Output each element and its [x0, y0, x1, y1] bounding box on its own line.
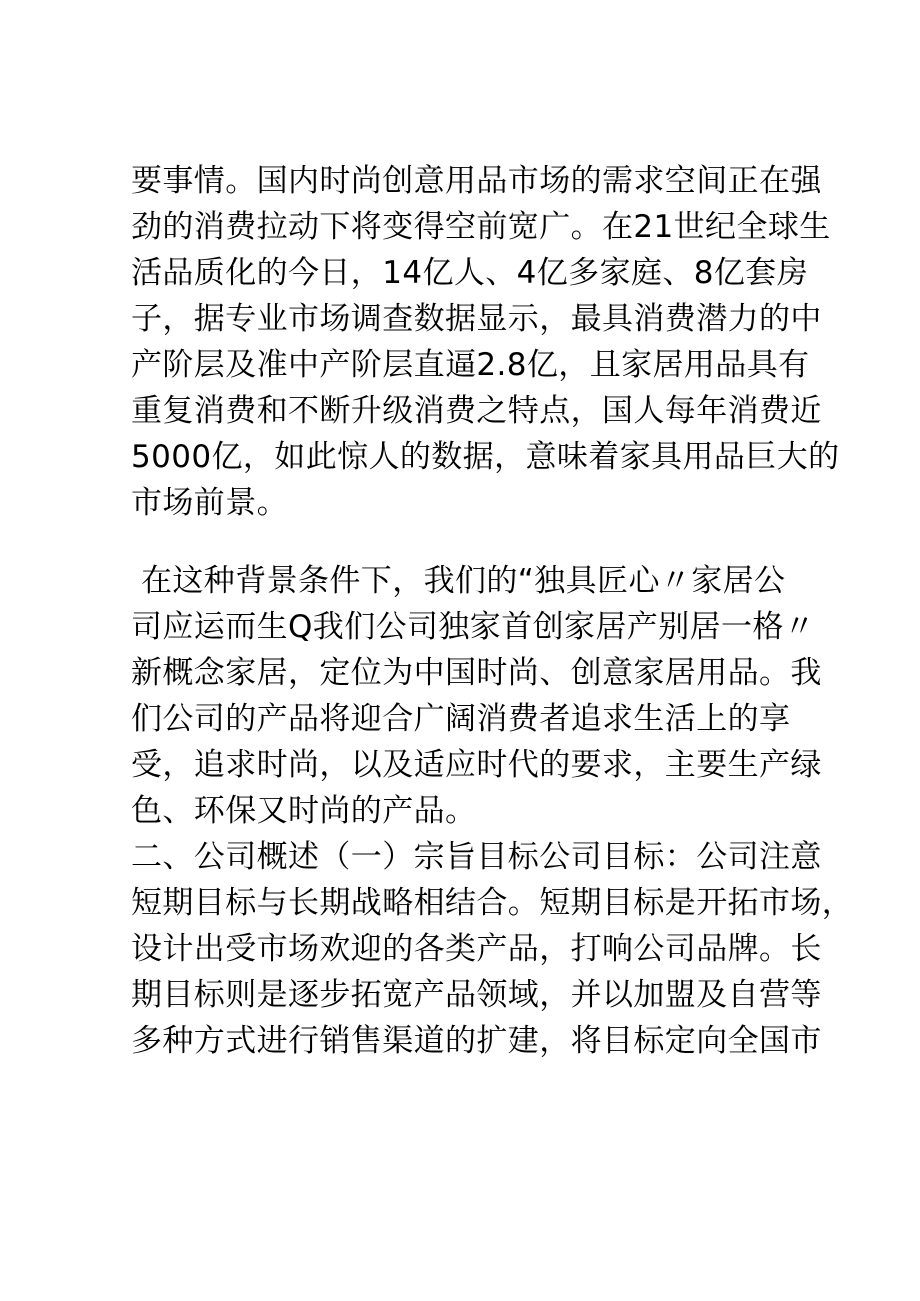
text-line: 期目标则是逐步拓宽产品领域，并以加盟及自营等 [131, 977, 822, 1013]
text-line: 色、环保又时尚的产品。 [131, 793, 477, 829]
text-line: 二、公司概述（一）宗旨目标公司目标：公司注意 [131, 839, 822, 875]
text-line: 重复消费和不断升级消费之特点，国人每年消费近 [131, 393, 822, 429]
paragraph-company-overview [131, 834, 854, 1064]
text-line: 司应运而生Q我们公司独家首创家居产别居一格〃 [131, 609, 816, 645]
text-line: 5000亿，如此惊人的数据，意味着家具用品巨大的 [131, 439, 840, 475]
text-line: 短期目标与长期战略相结合。短期目标是开拓市场， [131, 885, 854, 921]
text-line: 在这种背景条件下，我们的“独具匠心〃家居公 [141, 563, 786, 599]
text-line: 新概念家居，定位为中国时尚、创意家居用品。我 [131, 655, 822, 691]
paragraph-market-outlook [131, 158, 840, 526]
paragraph-spacer [131, 526, 791, 558]
text-line: 子，据专业市场调查数据显示，最具消费潜力的中 [131, 301, 822, 337]
text-line: 受，追求时尚，以及适应时代的要求，主要生产绿 [131, 747, 822, 783]
text-line: 市场前景。 [131, 485, 288, 521]
text-line: 活品质化的今日，14亿人、4亿多家庭、8亿套房 [131, 255, 809, 291]
text-line: 多种方式进行销售渠道的扩建，将目标定向全国市 [131, 1023, 822, 1059]
paragraph-company-background [131, 558, 822, 834]
text-line: 们公司的产品将迎合广阔消费者追求生活上的享 [131, 701, 791, 737]
text-line: 设计出受市场欢迎的各类产品，打响公司品牌。长 [131, 931, 822, 967]
text-line: 劲的消费拉动下将变得空前宽广。在21世纪全球生 [131, 209, 831, 245]
text-line: 产阶层及准中产阶层直逼2.8亿，且家居用品具有 [131, 347, 810, 383]
body-text [131, 158, 854, 1064]
text-line: 要事情。国内时尚创意用品市场的需求空间正在强 [131, 163, 822, 199]
